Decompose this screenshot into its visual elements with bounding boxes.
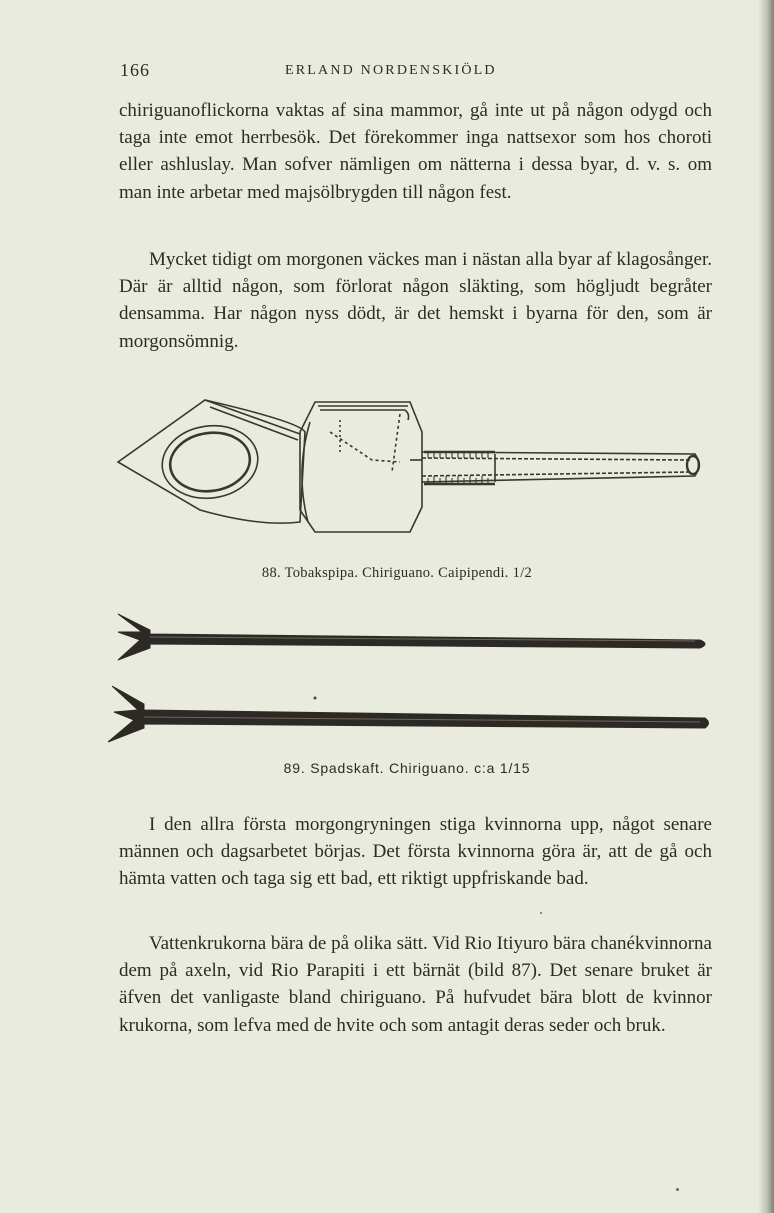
paragraph-2: Mycket tidigt om morgonen väckes man i nästan alla byar af klagosånger. Där är alltid någon, som förlorat någon släkting, som högljudt begråter densamma. Har någon nyss dödt, är det hemskt i byarna för den, som är morgonsömnig. (119, 249, 712, 352)
figure-88-caption (10, 565, 774, 582)
paragraph-1: chiriguanoflickorna vaktas af sina mammor, gå inte ut på någon odygd och taga inte emot herrbesök. Det förekommer inga nattsexor som hos choroti eller ashluslay. Man sofver nämligen om nätterna i dessa byar, d. v. s. om man inte arbetar med majsölbrygden till någon fest. (119, 100, 712, 203)
paragraph-4: Vattenkrukorna bära de på olika sätt. Vid Rio Itiyuro bära chanékvinnorna dem på axeln, vid Rio Parapiti i ett bärnät (bild 87). Det senare bruket är äfven det vanligaste bland chiriguano. På hufvudet bära blott de kvinnor krukorna, som lefva med de hvite och som antagit deras seder och bruk. (119, 933, 712, 1036)
page-edge-shadow (758, 0, 774, 1213)
paper-speck (540, 912, 542, 914)
figure-89-spade-handle-top (110, 610, 710, 662)
figure-88-caption-text: 88. Tobakspipa. Chiriguano. Caipipendi. (261, 565, 509, 581)
page-number: 166 (120, 60, 150, 80)
running-head: ERLAND NORDENSKIÖLD (285, 63, 497, 78)
figure-89-caption-text: 89. Spadskaft. Chiriguano. c:a (283, 760, 496, 776)
figure-88-pipe-illustration (110, 392, 710, 542)
figure-89-caption (20, 760, 774, 776)
paper-speck (676, 1188, 679, 1191)
page-header (120, 60, 710, 84)
figure-88-scale: 1/2 (512, 565, 533, 581)
figure-89-scale: 1/15 (499, 760, 531, 776)
figure-89-spade-handle-bottom (100, 682, 715, 744)
paragraph-3: I den allra första morgongryningen stiga kvinnorna upp, något senare männen och dagsarbetet börjas. Det första kvinnorna göra är, att de gå och hämta vatten och taga sig ett bad, ett riktigt uppfriskande bad. (119, 814, 712, 890)
